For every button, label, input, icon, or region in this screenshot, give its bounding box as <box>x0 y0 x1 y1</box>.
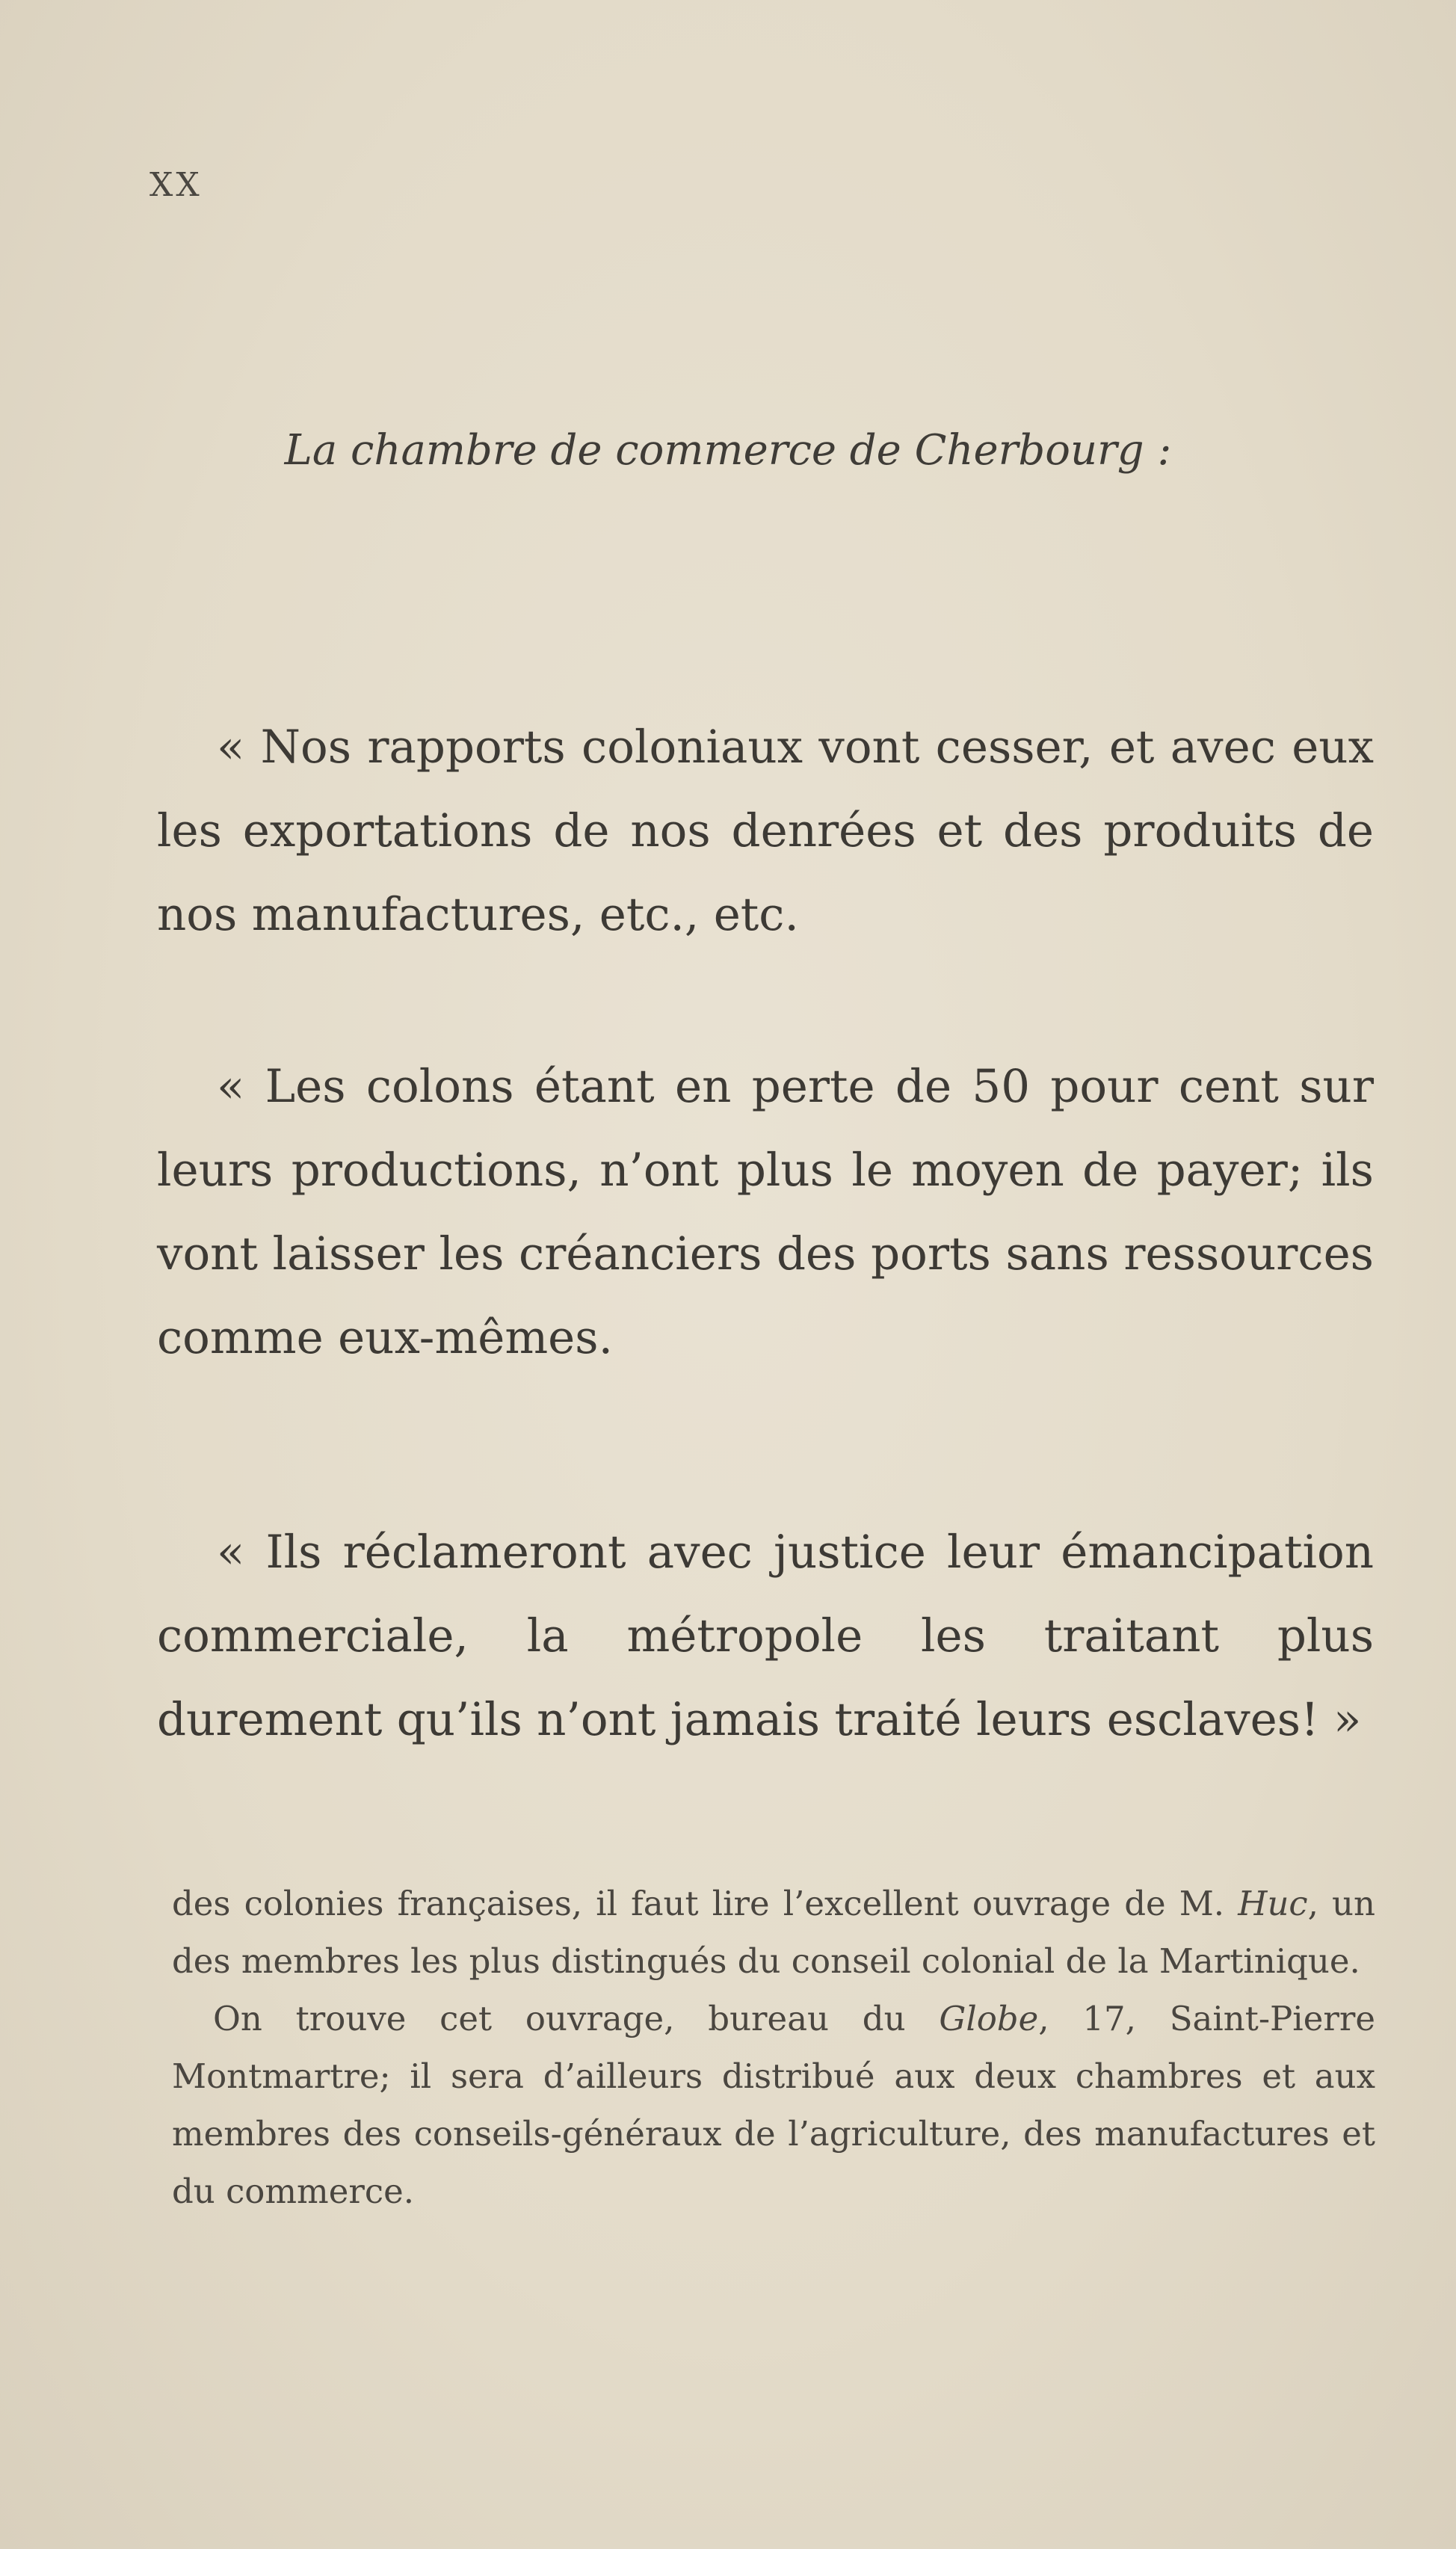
footnote-text: , 17, Saint-Pierre Montmartre; il sera d’ailleurs distribué aux deux chambres et aux membres des conseils-généraux de l’agriculture, des manufactures et du commerce. <box>172 1999 1375 2211</box>
footnote <box>172 1875 1375 2220</box>
paragraph-text: « Les colons étant en perte de 50 pour cent sur leurs productions, n’ont plus le moyen de payer; ils vont laisser les créanciers des ports sans ressources comme eux-mêmes. <box>157 1060 1374 1364</box>
quote-paragraph-1 <box>157 706 1374 957</box>
paragraph-text: « Ils réclameront avec justice leur émancipation commerciale, la métropole les traitant plus durement qu’ils n’ont jamais traité leurs esclaves! » <box>157 1526 1374 1746</box>
section-heading: La chambre de commerce de Cherbourg : <box>284 426 1172 475</box>
footnote-paragraph-1 <box>172 1875 1375 1990</box>
quote-paragraph-2 <box>157 1045 1374 1380</box>
footnote-text: des colonies françaises, il faut lire l’excellent ouvrage de M. <box>172 1884 1238 1923</box>
author-name: Huc <box>1238 1884 1308 1923</box>
footnote-text: On trouve cet ouvrage, bureau du <box>213 1999 940 2038</box>
footnote-paragraph-2 <box>172 1990 1375 2220</box>
journal-name: Globe <box>939 1999 1039 2038</box>
page-number: XX <box>149 166 203 204</box>
footnote-text: , un des membres les plus distingués du conseil colonial de la Martinique. <box>172 1884 1375 1981</box>
paragraph-text: « Nos rapports coloniaux vont cesser, et avec eux les exportations de nos denrées et des produits de nos manufactures, etc., etc. <box>157 721 1374 941</box>
quote-paragraph-3 <box>157 1511 1374 1762</box>
